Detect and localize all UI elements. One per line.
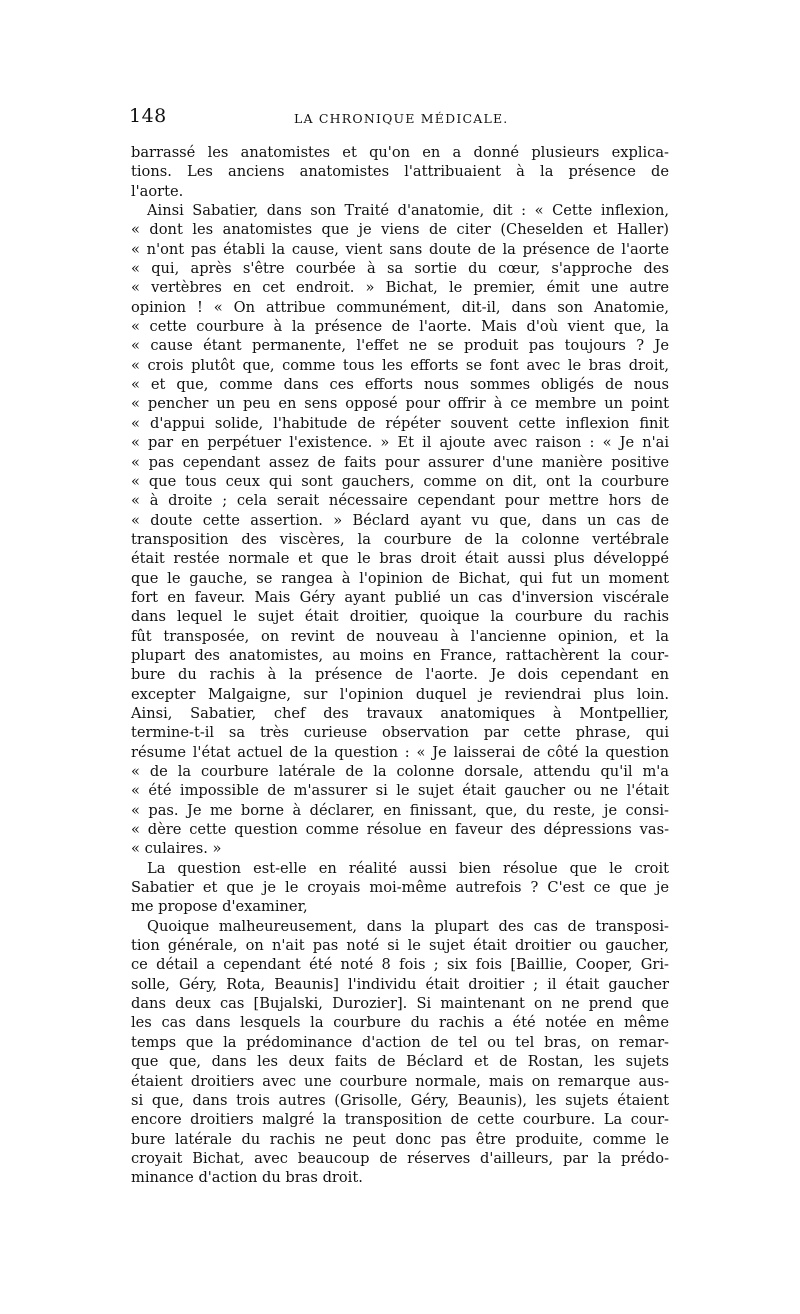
text-line: Ainsi, Sabatier, chef des travaux anatomiques à Montpellier, [131,704,669,722]
text-line: me propose d'examiner, [131,898,308,916]
text-line: « que tous ceux qui sont gauchers, comme on dit, ont la courbure [131,472,669,490]
text-line: « pencher un peu en sens opposé pour offrir à ce membre un point [131,395,669,413]
running-head [131,105,669,131]
text-line: les cas dans lesquels la courbure du rachis a été notée en même [131,1014,669,1032]
text-line: Ainsi Sabatier, dans son Traité d'anatomie, dit : « Cette inflexion, [147,202,669,220]
text-line: « de la courbure latérale de la colonne dorsale, attendu qu'il m'a [131,763,669,780]
text-line: « crois plutôt que, comme tous les efforts se font avec le bras droit, [131,356,669,374]
text-line: si que, dans trois autres (Grisolle, Géry, Beaunis), les sujets étaient [131,1091,669,1109]
text-line: excepter Malgaigne, sur l'opinion duquel je reviendrai plus loin. [131,685,669,703]
text-line: ce détail a cependant été noté 8 fois ; six fois [Baillie, Cooper, Gri- [131,956,669,974]
text-line: tion générale, on n'ait pas noté si le sujet était droitier ou gaucher, [131,937,669,955]
text-line: tions. Les anciens anatomistes l'attribuaient à la présence de [131,163,669,181]
text-line: plupart des anatomistes, au moins en France, rattachèrent la cour- [131,646,669,664]
text-line: dans deux cas [Bujalski, Durozier]. Si maintenant on ne prend que [131,995,669,1013]
text-line: « à droite ; cela serait nécessaire cependant pour mettre hors de [131,492,669,510]
body-text [131,143,669,1188]
text-line: minance d'action du bras droit. [131,1169,363,1187]
text-line: termine-t-il sa très curieuse observation par cette phrase, qui [131,724,669,742]
page-number: 148 [129,105,167,127]
text-line: que le gauche, se rangea à l'opinion de Bichat, qui fut un moment [131,569,669,587]
text-line: barrassé les anatomistes et qu'on en a donné plusieurs explica- [131,144,669,161]
text-line: « pas cependant assez de faits pour assurer d'une manière positive [131,453,669,471]
text-line: « n'ont pas établi la cause, vient sans doute de la présence de l'aorte [131,240,669,258]
text-line: dans lequel le sujet était droitier, quoique la courbure du rachis [131,608,669,626]
text-line: « par en perpétuer l'existence. » Et il ajoute avec raison : « Je n'ai [131,434,669,452]
text-line: « vertèbres en cet endroit. » Bichat, le premier, émit une autre [131,279,669,297]
text-line: « cette courbure à la présence de l'aorte. Mais d'où vient que, la [131,318,669,336]
text-line: bure latérale du rachis ne peut donc pas être produite, comme le [131,1130,669,1148]
text-line: « culaires. » [131,840,222,858]
text-line: Quoique malheureusement, dans la plupart des cas de transposi- [147,917,669,935]
text-line: résume l'état actuel de la question : « Je laisserai de côté la question [131,743,669,761]
text-line: La question est-elle en réalité aussi bien résolue que le croit [147,859,669,877]
text-line: « doute cette assertion. » Béclard ayant vu que, dans un cas de [131,511,669,529]
text-line: « d'appui solide, l'habitude de répéter souvent cette inflexion finit [131,414,669,432]
text-line: solle, Géry, Rota, Beaunis] l'individu était droitier ; il était gaucher [131,975,669,993]
text-line: l'aorte. [131,182,184,200]
text-line: « et que, comme dans ces efforts nous sommes obligés de nous [131,376,669,394]
text-line: étaient droitiers avec une courbure normale, mais on remarque aus- [131,1072,669,1090]
text-line: transposition des viscères, la courbure de la colonne vertébrale [131,530,669,548]
text-line: était restée normale et que le bras droit était aussi plus développé [131,550,669,568]
text-line: opinion ! « On attribue communément, dit-il, dans son Anatomie, [131,298,669,316]
text-line: fort en faveur. Mais Géry ayant publié un cas d'inversion viscérale [131,588,669,606]
text-line: croyait Bichat, avec beaucoup de réserves d'ailleurs, par la prédo- [131,1149,669,1167]
journal-title: LA CHRONIQUE MÉDICALE. [294,111,509,126]
text-line: bure du rachis à la présence de l'aorte. Je dois cependant en [131,666,669,684]
text-line: fût transposée, on revint de nouveau à l'ancienne opinion, et la [131,627,669,645]
text-line: « pas. Je me borne à déclarer, en finissant, que, du reste, je consi- [131,801,669,819]
text-line: « dère cette question comme résolue en faveur des dépressions vas- [131,821,669,839]
text-line: « qui, après s'être courbée à sa sortie du cœur, s'approche des [131,260,669,278]
text-line: que que, dans les deux faits de Béclard et de Rostan, les sujets [131,1053,669,1071]
text-line: « dont les anatomistes que je viens de citer (Cheselden et Haller) [131,221,669,239]
page [131,105,669,1188]
text-line: temps que la prédominance d'action de tel ou tel bras, on remar- [131,1033,669,1051]
text-line: « été impossible de m'assurer si le sujet était gaucher ou ne l'était [131,782,669,800]
text-line: Sabatier et que je le croyais moi-même autrefois ? C'est ce que je [131,879,669,897]
text-line: « cause étant permanente, l'effet ne se produit pas toujours ? Je [131,337,669,355]
text-line: encore droitiers malgré la transposition de cette courbure. La cour- [131,1111,669,1129]
